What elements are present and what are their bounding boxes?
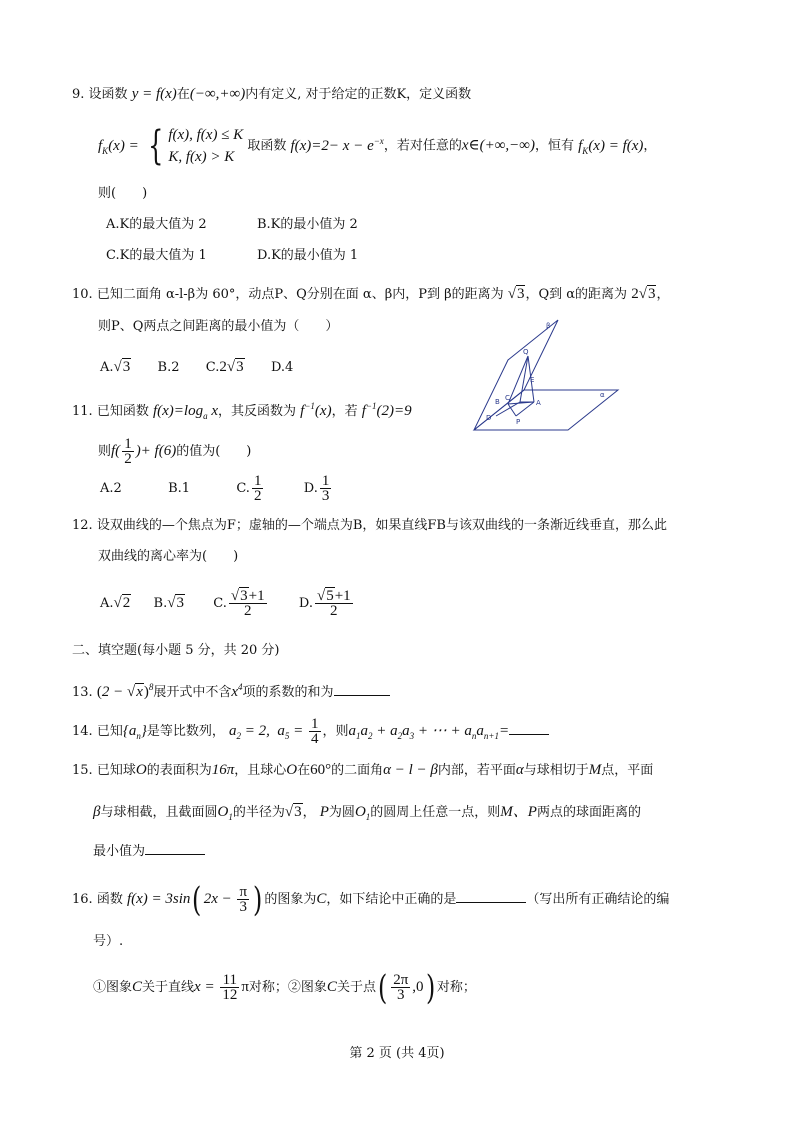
label-c: C — [505, 394, 510, 402]
dihedral-angle-figure — [472, 318, 622, 436]
q9-line3: 则( ) — [98, 186, 148, 201]
q9-line2 — [98, 124, 656, 168]
formula: f(x) = 3sin( 2x − $\frac{\pi}{3}$ ) — [126, 879, 263, 920]
answer-blank[interactable] — [334, 681, 390, 696]
formula: $f(x)=\log_a$ x — [152, 403, 219, 421]
q13-number: 13. — [72, 685, 93, 700]
formula: $\frac{1}{3}$ — [321, 473, 330, 504]
q10-number: 10. — [72, 287, 93, 302]
q11-text: 则 — [98, 444, 112, 459]
q12-option-b: B. — [153, 596, 168, 611]
formula: $\{a_n\}$ — [122, 723, 147, 741]
formula: $O_1$ — [217, 804, 233, 822]
formula: √3 — [113, 359, 131, 375]
q16-text: 对称；②图象 — [248, 980, 327, 995]
q15-line2 — [93, 802, 641, 827]
formula: y = f(x) — [131, 86, 177, 102]
q11-text: 已知函数 — [96, 404, 149, 419]
q10-option-d: D.4 — [270, 360, 294, 375]
q12-line2: 双曲线的离心率为( ) — [98, 549, 239, 564]
q12-options — [100, 586, 355, 621]
formula: $x^4$ — [231, 682, 243, 700]
q16-line3 — [93, 967, 476, 1008]
q14-line — [72, 716, 549, 751]
formula: α − l − β — [383, 762, 438, 778]
plane-alpha-outline — [474, 390, 618, 430]
q9-number: 9. — [72, 87, 85, 102]
q11-text: ，若 — [331, 404, 358, 419]
q11-option-c: C. — [236, 481, 250, 496]
formula: √3 — [167, 595, 184, 611]
label-e: E — [530, 376, 535, 384]
q15-line3 — [93, 840, 205, 862]
segment-line — [508, 356, 528, 404]
answer-blank[interactable] — [509, 720, 549, 735]
segment-line — [520, 356, 528, 402]
label-a: A — [536, 399, 541, 407]
q15-text: 与球相切于 — [523, 763, 589, 778]
q12-text: 设双曲线的—个焦点为F；虚轴的—个端点为B，如果直线FB与该双曲线的一条渐近线垂直，那么此 — [96, 518, 667, 533]
q11-text: 的值为( ) — [176, 444, 252, 459]
q15-text: 的半径为 — [232, 805, 285, 820]
formula: C — [132, 979, 143, 995]
q16-text: ①图象 — [93, 980, 133, 995]
label-q: Q — [523, 348, 529, 356]
q13-text: 展开式中不含 — [153, 685, 232, 700]
q15-text: 的圆周上任意一点，则 — [370, 805, 501, 820]
q14-text: 已知 — [96, 724, 123, 739]
q9-option-d: D.K的最小值为 1 — [257, 248, 359, 263]
q16-line1 — [72, 879, 670, 920]
label-p: P — [516, 418, 521, 426]
formula: 2√3 — [219, 359, 244, 375]
q16-text: 的图象为 — [264, 892, 317, 907]
q16-text: 对称； — [436, 980, 476, 995]
formula: $\frac{√3+1}{2}$ — [230, 588, 265, 619]
q11-text: ，其反函数为 — [218, 404, 297, 419]
q15-text: 内部，若平面 — [437, 763, 516, 778]
formula: $a_2 = 2$, $a_5$ = $\frac{1}{4}$ — [229, 716, 319, 748]
q15-text: 的二面角 — [331, 763, 384, 778]
q10-option-a: A. — [100, 360, 114, 375]
q16-text: 关于直线 — [142, 980, 195, 995]
q12-option-a: A. — [100, 596, 114, 611]
q14-text: 是等比数列， — [146, 724, 225, 739]
formula: P — [319, 804, 329, 820]
answer-blank[interactable] — [145, 840, 205, 855]
formula: C — [326, 979, 337, 995]
label-b: B — [495, 398, 500, 406]
q9-text: 设函数 — [88, 87, 128, 102]
segment-line — [516, 402, 534, 416]
answer-blank[interactable] — [456, 888, 526, 903]
q15-text: 已知球 — [96, 763, 136, 778]
q11-options — [100, 474, 333, 504]
q15-text: 最小值为 — [93, 844, 146, 859]
formula: $\frac{1}{2}$ — [253, 473, 262, 504]
piecewise-formula: f(x), f(x) ≤ K K, f(x) > K — [168, 127, 244, 165]
formula: √3 — [507, 286, 525, 302]
formula: ( $\frac{2\pi}{3}$ ,0) — [377, 967, 435, 1008]
formula: $(2 - √x)^8$ — [96, 682, 154, 700]
q16-text: ，如下结论中正确的是 — [326, 892, 457, 907]
q10-line1 — [72, 284, 669, 305]
q16-text: 函数 — [96, 892, 123, 907]
formula: $f_K(x)$ = — [98, 137, 139, 156]
q15-number: 15. — [72, 763, 93, 778]
q16-text: （写出所有正确结论的编 — [526, 892, 670, 907]
q9-text: ，若对任意的 — [383, 138, 462, 154]
q13-line — [72, 677, 390, 703]
page-footer: 第 2 页 (共 4页) — [349, 1046, 445, 1061]
formula: 60° — [310, 762, 332, 778]
label-beta: β — [546, 322, 551, 330]
formula: C — [316, 891, 327, 907]
formula: O — [135, 762, 147, 778]
q9-text: ， — [643, 138, 657, 154]
formula: O — [286, 762, 298, 778]
q11-line2 — [98, 436, 251, 467]
q16-line2: 号）. — [93, 934, 124, 949]
q15-text: 点，平面 — [601, 763, 654, 778]
q12-number: 12. — [72, 518, 93, 533]
q10-line2: 则P、Q两点之间距离的最小值为（ ） — [98, 319, 339, 334]
q12-line1 — [72, 516, 667, 536]
q9-option-a: A.K的最大值为 2 — [106, 217, 207, 232]
q15-text: ， — [302, 805, 316, 820]
segment-line — [508, 404, 516, 416]
q15-text: 两点的球面距离的 — [536, 805, 641, 820]
q16-number: 16. — [72, 892, 93, 907]
q9-text: 内有定义, 对于给定的正数K，定义函数 — [245, 87, 472, 102]
formula: √3 — [284, 804, 302, 820]
formula: 2√3 — [631, 286, 656, 302]
q11-number: 11. — [72, 404, 93, 419]
q11-line1 — [72, 396, 412, 426]
formula: $a_1a_2 + a_2a_3$ + ⋯ + $a_na_{n+1}=$ — [348, 723, 510, 741]
q16-text: 关于点 — [336, 980, 376, 995]
formula: M、P — [500, 804, 537, 820]
q10-options — [100, 357, 293, 378]
formula: f( $\frac{1}{2}$ )+ f(6) — [111, 436, 177, 468]
q14-number: 14. — [72, 724, 93, 739]
q10-option-c: C. — [205, 360, 220, 375]
formula: β — [93, 804, 101, 820]
formula: $f_K(x) = f(x)$ — [578, 137, 644, 156]
label-d: D — [486, 414, 492, 422]
q13-text: 项的系数的和为 — [242, 685, 334, 700]
formula: √2 — [113, 595, 131, 611]
formula: (−∞,+∞) — [189, 86, 246, 102]
q11-option-d: D. — [303, 481, 318, 496]
q15-line1 — [72, 760, 653, 781]
q15-text: 为圆 — [328, 805, 355, 820]
q15-text: 的表面积为 — [146, 763, 212, 778]
section-title: 二、填空题(每小题 5 分，共 20 分) — [72, 643, 280, 658]
q9-option-c: C.K的最大值为 1 — [106, 248, 207, 263]
q11-option-b: B.1 — [168, 481, 191, 496]
formula: $\frac{√5+1}{2}$ — [316, 588, 351, 619]
formula: $O_1$ — [354, 804, 371, 822]
q9-text: 在 — [176, 87, 190, 102]
formula: $f^{-1}(x)$ — [300, 401, 332, 419]
q14-text: ，则 — [322, 724, 349, 739]
q10-text: 已知二面角 α-l-β为 60°，动点P、Q分别在面 α、β内，P到 β的距离为 — [96, 287, 504, 302]
q11-option-a: A.2 — [100, 481, 122, 496]
formula: α — [515, 762, 524, 778]
q10-text: ， — [656, 287, 670, 302]
q10-text: ，Q到 α的距离为 — [525, 287, 628, 302]
formula: M — [588, 762, 602, 778]
formula: x∈(+∞,−∞) — [461, 137, 535, 154]
formula: x = $\frac{11}{12}$ π — [194, 972, 249, 1004]
q9-line1 — [72, 84, 471, 105]
formula: $f(x)=2- x - e^{-x}$ — [290, 135, 384, 154]
q9-text: 取函数 — [247, 138, 287, 154]
q10-option-b: B.2 — [157, 360, 180, 375]
q12-option-c: C. — [213, 596, 227, 611]
q15-text: ，且球心 — [234, 763, 287, 778]
q9-text: ，恒有 — [534, 138, 574, 154]
label-alpha: α — [600, 391, 605, 399]
q15-text: 与球相截，且截面圆 — [100, 805, 218, 820]
q15-text: 在 — [297, 763, 311, 778]
formula: 16π — [211, 762, 235, 778]
q12-option-d: D. — [298, 596, 313, 611]
brace: { — [147, 123, 164, 169]
q9-option-b: B.K的最小值为 2 — [257, 217, 358, 232]
formula: $f^{-1}(2)=9$ — [361, 401, 412, 419]
